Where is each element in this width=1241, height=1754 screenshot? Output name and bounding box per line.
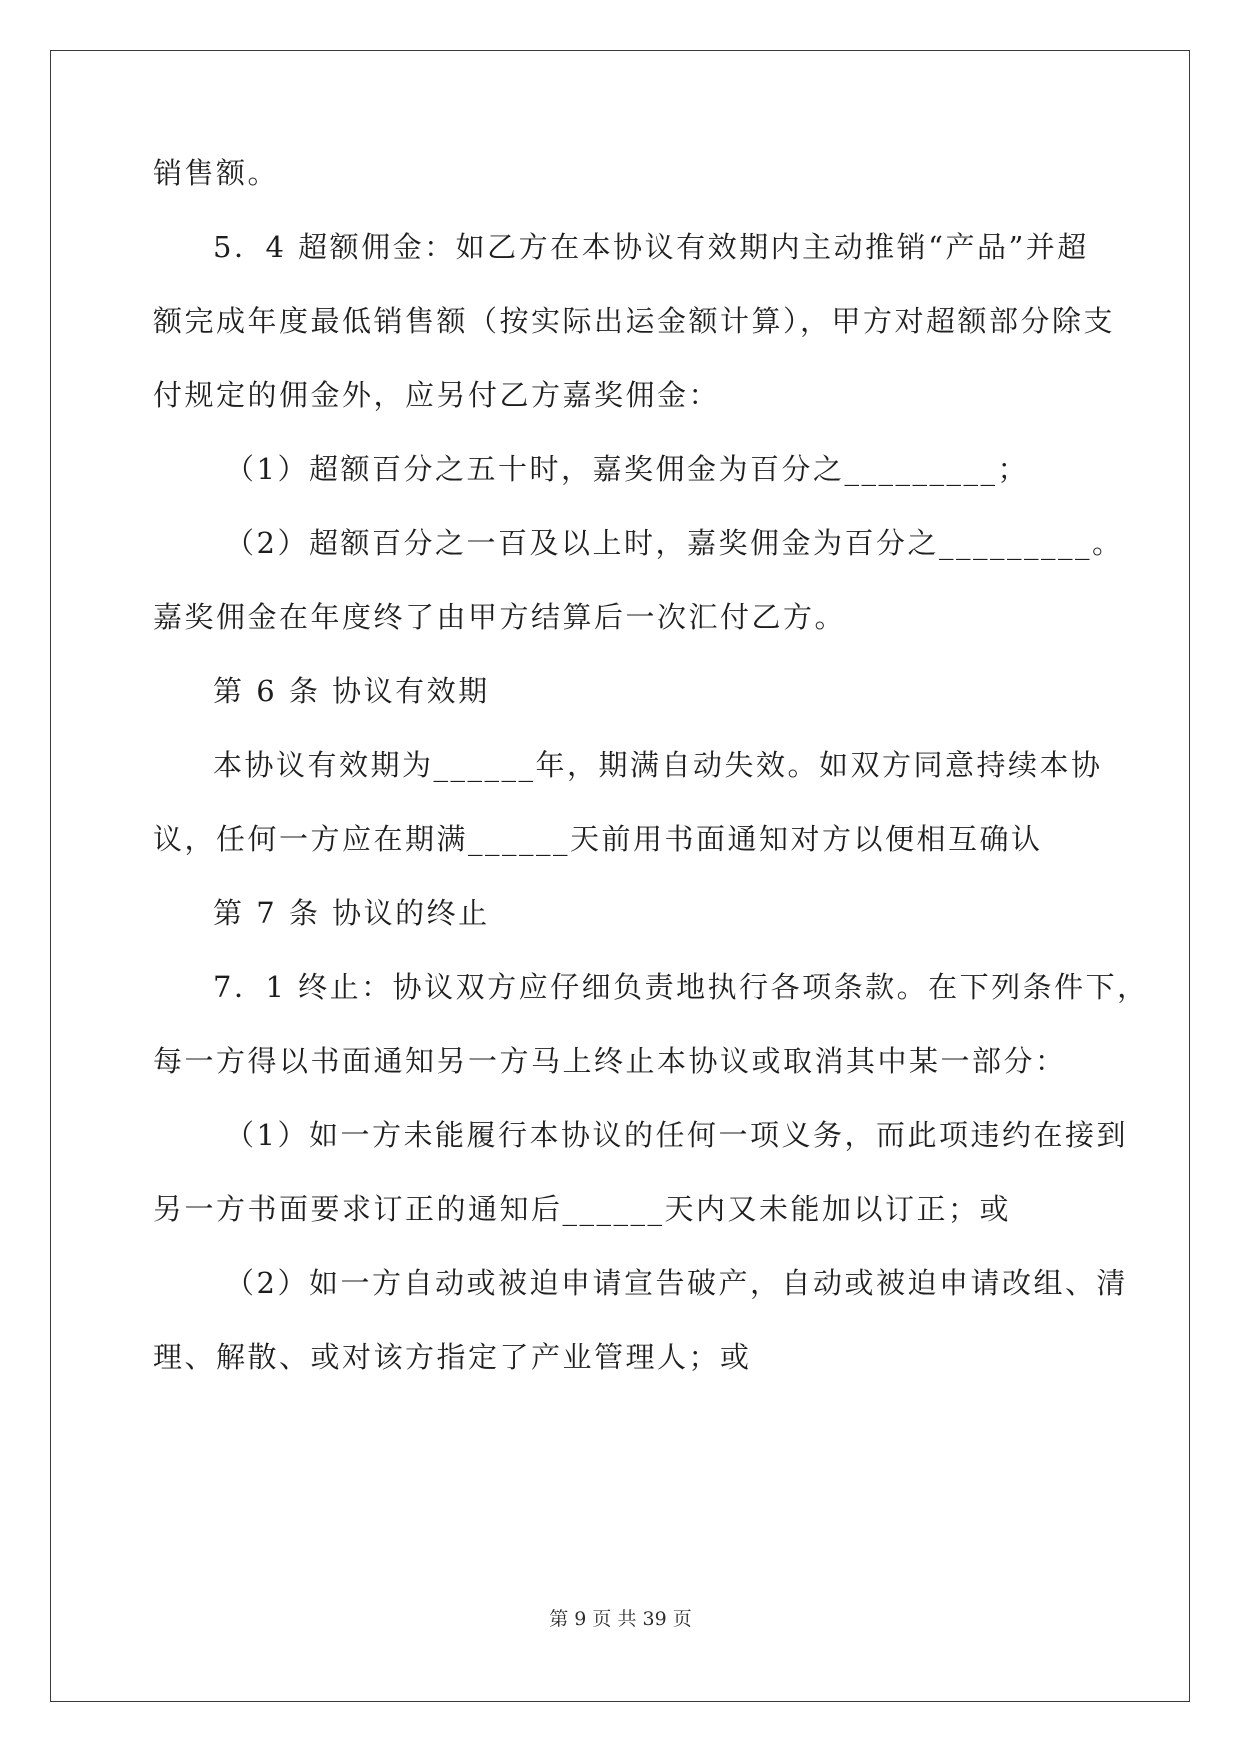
paragraph-line: 本协议有效期为______年，期满自动失效。如双方同意持续本协 xyxy=(213,748,1103,782)
paragraph-line: 议，任何一方应在期满______天前用书面通知对方以便相互确认 xyxy=(153,822,1043,856)
paragraph-line: 理、解散、或对该方指定了产业管理人；或 xyxy=(153,1340,752,1374)
paragraph-line: 额完成年度最低销售额（按实际出运金额计算），甲方对超额部分除支 xyxy=(153,304,1116,338)
page-border xyxy=(50,50,1190,1702)
paragraph-line: 销售额。 xyxy=(153,156,280,190)
paragraph-line: 每一方得以书面通知另一方马上终止本协议或取消其中某一部分： xyxy=(153,1044,1067,1078)
paragraph-line: （1）如一方未能履行本协议的任何一项义务，而此项违约在接到 xyxy=(225,1118,1128,1152)
paragraph-line: （1）超额百分之五十时，嘉奖佣金为百分之_________； xyxy=(225,452,1029,486)
paragraph-line: 付规定的佣金外，应另付乙方嘉奖佣金： xyxy=(153,378,721,412)
paragraph-line: 另一方书面要求订正的通知后______天内又未能加以订正；或 xyxy=(153,1192,1012,1226)
paragraph-line: （2）超额百分之一百及以上时，嘉奖佣金为百分之_________。 xyxy=(225,526,1124,560)
page-number-footer: 第 9 页 共 39 页 xyxy=(549,1608,692,1630)
section-heading: 第 7 条 协议的终止 xyxy=(213,896,490,930)
paragraph-line: 7．1 终止：协议双方应仔细负责地执行各项条款。在下列条件下， xyxy=(213,970,1149,1004)
paragraph-line: 嘉奖佣金在年度终了由甲方结算后一次汇付乙方。 xyxy=(153,600,847,634)
paragraph-line: 5．4 超额佣金：如乙方在本协议有效期内主动推销“产品”并超 xyxy=(213,230,1089,264)
paragraph-line: （2）如一方自动或被迫申请宣告破产，自动或被迫申请改组、清 xyxy=(225,1266,1128,1300)
section-heading: 第 6 条 协议有效期 xyxy=(213,674,490,708)
